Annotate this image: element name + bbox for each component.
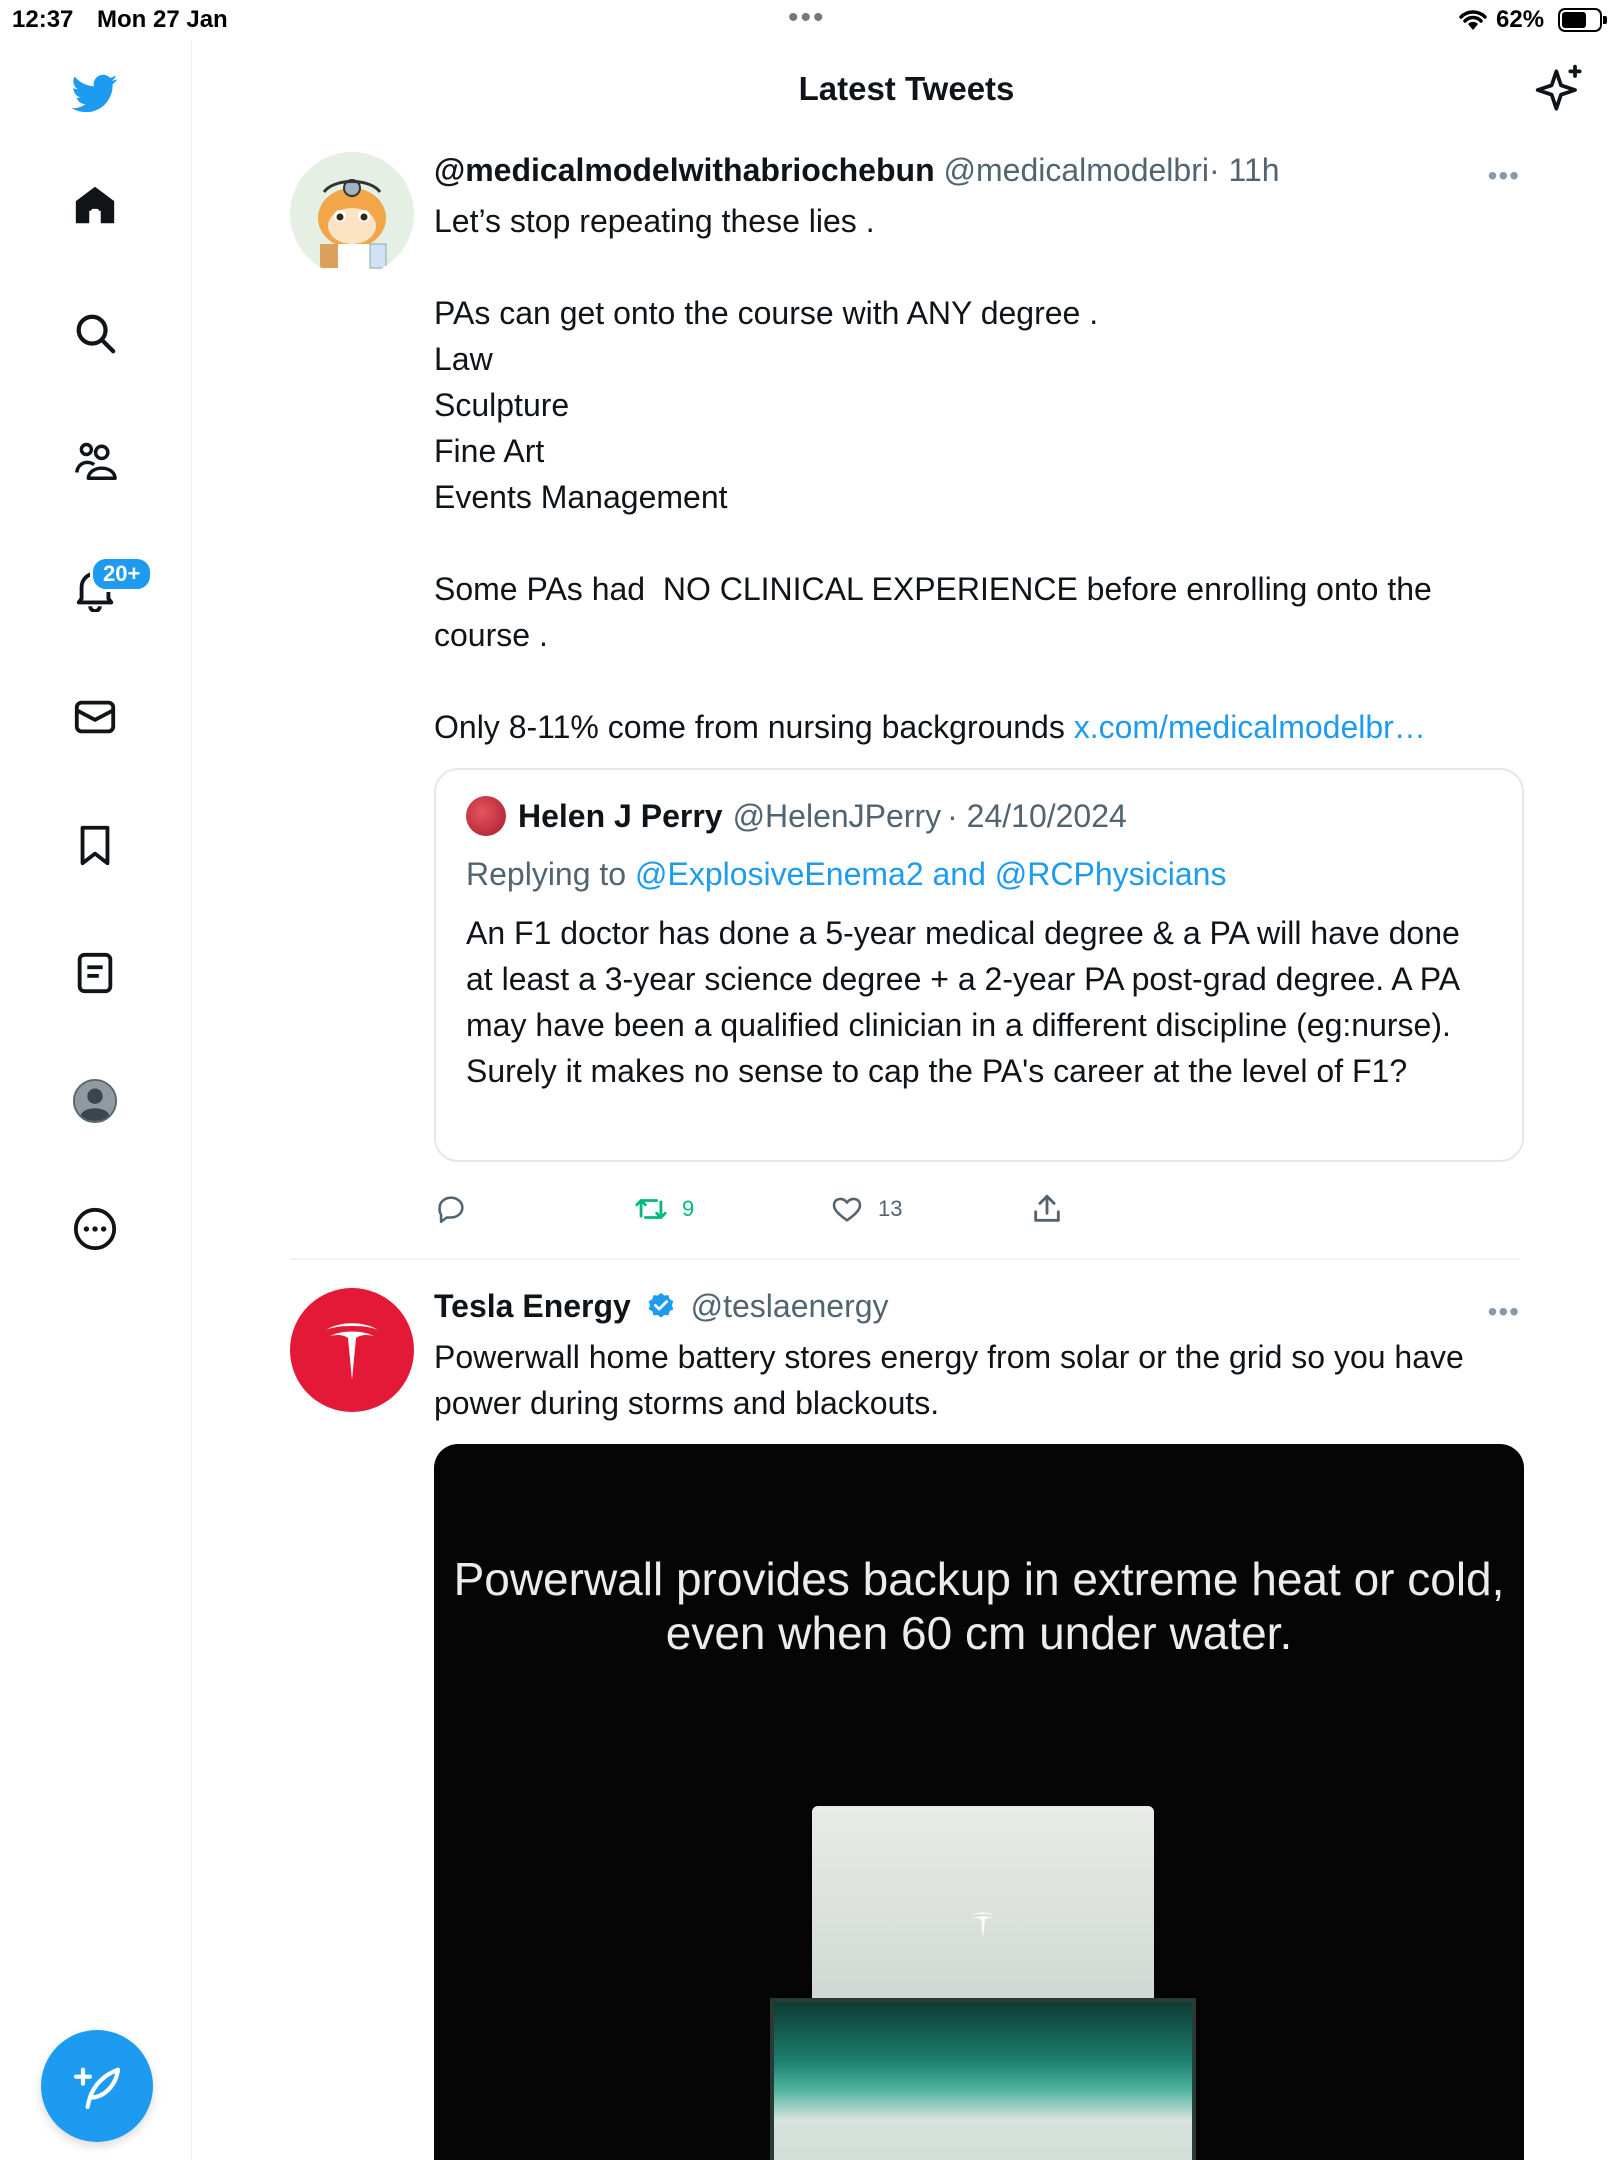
battery-percentage: 62% <box>1496 6 1545 33</box>
like-button[interactable] <box>830 1192 902 1226</box>
tweet-link[interactable]: x.com/medicalmodelbr… <box>1073 709 1426 745</box>
compose-feather-icon <box>69 2058 125 2114</box>
tweet-text <box>434 198 1514 750</box>
retweet-count: 9 <box>682 1196 695 1221</box>
tweet-header <box>434 1288 889 1325</box>
tweet[interactable] <box>290 152 1520 1252</box>
quoted-tweet[interactable] <box>434 768 1524 1162</box>
reply-and: and <box>932 856 986 892</box>
more-options-icon[interactable]: ••• <box>1487 160 1520 191</box>
tweet-text: Powerwall home battery stores energy from solar or the grid so you have power during storms and blackouts. <box>434 1339 1464 1421</box>
bookmark-icon[interactable] <box>67 817 123 873</box>
list-icon[interactable] <box>67 945 123 1001</box>
status-date: Mon 27 Jan <box>97 6 228 33</box>
battery-icon <box>1558 8 1602 32</box>
tweet-media[interactable] <box>434 1444 1524 2160</box>
multitasking-dots-icon[interactable]: ••• <box>788 1 826 34</box>
compose-button[interactable] <box>41 2030 153 2142</box>
author-name[interactable]: Tesla Energy <box>434 1288 631 1324</box>
share-button[interactable] <box>1030 1192 1078 1226</box>
status-bar <box>0 0 1620 40</box>
retweet-button[interactable] <box>634 1192 694 1226</box>
home-icon[interactable] <box>67 177 123 233</box>
media-caption: Powerwall provides backup in extreme heat or cold, even when 60 cm under water. <box>453 1553 1505 1659</box>
reply-mention-2[interactable]: @RCPhysicians <box>994 856 1227 892</box>
quoted-tweet-text: An F1 doctor has done a 5-year medical degree & a PA will have done at least a 3-year science degree + a 2-year PA post-grad degree. A PA may have been a qualified clinician in a different discipline (eg:nurse). Surely it makes no sense to cap the PA's career at the level of F1? <box>466 915 1460 1089</box>
status-time: 12:37 <box>12 6 74 33</box>
mail-icon[interactable] <box>67 689 123 745</box>
quoted-author-name: Helen J Perry <box>518 797 723 834</box>
twitter-logo-icon[interactable] <box>67 65 123 121</box>
tesla-logo-icon <box>954 1896 1012 1954</box>
reply-button[interactable] <box>434 1192 482 1226</box>
search-icon[interactable] <box>67 305 123 361</box>
heart-icon <box>830 1192 864 1226</box>
page-title: Latest Tweets <box>798 70 1015 107</box>
water-tank <box>770 1998 1196 2160</box>
quoted-avatar <box>466 796 506 836</box>
replying-to <box>466 856 1226 893</box>
author-name[interactable]: @medicalmodelwithabriochebun <box>434 152 935 188</box>
author-handle[interactable]: @medicalmodelbri <box>943 152 1209 188</box>
tweet-time[interactable]: · 11h <box>1208 152 1280 188</box>
author-handle[interactable]: @teslaenergy <box>690 1288 889 1324</box>
more-circle-icon[interactable] <box>67 1201 123 1257</box>
quoted-date: · 24/10/2024 <box>947 797 1127 834</box>
retweet-icon <box>634 1192 668 1226</box>
notification-badge: 20+ <box>90 556 153 592</box>
tesla-logo-icon <box>290 1288 414 1412</box>
like-count: 13 <box>878 1196 903 1221</box>
tweet[interactable] <box>290 1288 1520 2160</box>
tweet-divider <box>290 1258 1520 1260</box>
reply-icon <box>434 1192 468 1226</box>
timeline-header <box>193 40 1620 140</box>
wifi-icon <box>1458 8 1488 39</box>
avatar-icon[interactable] <box>67 1073 123 1129</box>
tweet-actions <box>434 1192 1074 1232</box>
replying-prefix: Replying to <box>466 856 627 892</box>
people-icon[interactable] <box>67 433 123 489</box>
quoted-tweet-header <box>466 796 1127 836</box>
avatar[interactable] <box>290 152 414 276</box>
reply-mention-1[interactable]: @ExplosiveEnema2 <box>634 856 924 892</box>
tweet-header <box>434 152 1280 189</box>
powerwall-unit <box>812 1806 1154 2016</box>
quoted-author-handle: @HelenJPerry <box>732 797 942 834</box>
tweet-body-text: Let’s stop repeating these lies . PAs can get onto the course with ANY degree . Law Sculpture Fine Art Events Management Some PAs had NO CLINICAL EXPERIENCE before enrolling onto the course . Only 8-11% come from nursing backgrounds <box>434 203 1432 745</box>
share-icon <box>1030 1192 1064 1226</box>
avatar[interactable] <box>290 1288 414 1412</box>
sidebar <box>0 40 192 2160</box>
verified-badge-icon <box>646 1291 676 1321</box>
sparkle-icon[interactable] <box>1533 62 1589 118</box>
more-options-icon[interactable]: ••• <box>1487 1296 1520 1327</box>
